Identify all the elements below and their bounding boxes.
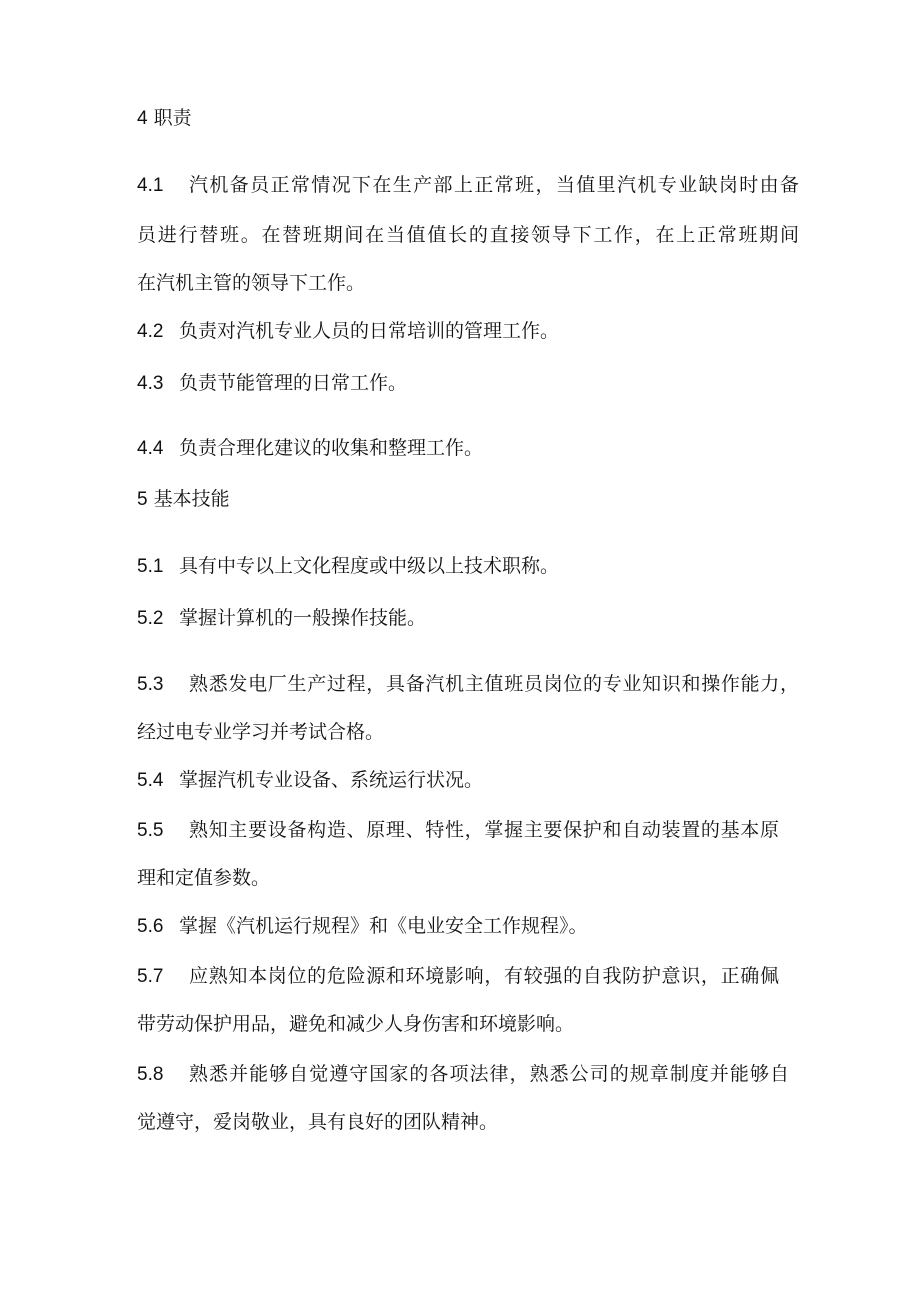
item-5-5-line-2 [137,866,270,890]
item-5-2 [137,606,426,631]
item-number: 5.4 [137,770,164,791]
item-4-1 [137,173,799,198]
section-number: 5 [137,489,148,510]
item-text-line: 汽机备员正常情况下在生产部上正常班，当值里汽机专业缺岗时由备 [189,174,799,196]
item-number: 5.2 [137,608,164,629]
item-text-line: 经过电专业学习并考试合格。 [137,721,385,743]
item-number: 4.3 [137,373,164,394]
item-text-line: 负责节能管理的日常工作。 [179,372,408,394]
item-text-line: 觉遵守，爱岗敬业，具有良好的团队精神。 [137,1111,499,1133]
item-4-4 [137,436,483,461]
item-5-5 [137,818,779,843]
item-number: 4.2 [137,321,164,342]
item-4-1-line-2 [137,223,799,247]
item-number: 5.3 [137,674,164,695]
item-text-line: 熟悉并能够自觉遵守国家的各项法律，熟悉公司的规章制度并能够自 [189,1063,789,1085]
item-4-2 [137,319,559,344]
item-number: 5.5 [137,820,164,841]
item-text-line: 理和定值参数。 [137,867,271,889]
item-text-line: 具有中专以上文化程度或中级以上技术职称。 [179,555,560,577]
item-4-1-line-3 [137,271,365,295]
item-5-6 [137,914,588,939]
section-heading-4 [137,106,192,131]
item-5-8 [137,1062,789,1087]
item-5-4 [137,768,483,793]
item-number: 5.7 [137,966,164,987]
item-text-line: 员进行替班。在替班期间在当值值长的直接领导下工作，在上正常班期间 [137,224,799,246]
item-number: 5.6 [137,916,164,937]
item-text-line: 带劳动保护用品，避免和减少人身伤害和环境影响。 [137,1013,575,1035]
item-5-3-line-2 [137,720,384,744]
item-number: 4.4 [137,438,164,459]
section-title: 基本技能 [153,488,230,510]
item-5-3 [137,672,799,697]
item-text-line: 熟悉发电厂生产过程，具备汽机主值班员岗位的专业知识和操作能力， [189,673,799,695]
item-number: 5.1 [137,556,164,577]
item-5-1 [137,554,559,579]
section-number: 4 [137,108,148,129]
item-number: 4.1 [137,175,164,196]
item-text-line: 掌握《汽机运行规程》和《电业安全工作规程》。 [179,915,588,937]
item-text-line: 掌握计算机的一般操作技能。 [179,607,427,629]
item-5-8-line-2 [137,1110,498,1134]
item-text-line: 掌握汽机专业设备、系统运行状况。 [179,769,484,791]
item-5-7-line-2 [137,1012,574,1036]
item-4-3 [137,371,407,396]
item-text-line: 负责合理化建议的收集和整理工作。 [179,437,484,459]
item-text-line: 在汽机主管的领导下工作。 [137,272,366,294]
item-5-7 [137,964,779,989]
section-title: 职责 [153,107,192,129]
item-text-line: 熟知主要设备构造、原理、特性，掌握主要保护和自动装置的基本原 [189,819,779,841]
item-text-line: 负责对汽机专业人员的日常培训的管理工作。 [179,320,560,342]
item-number: 5.8 [137,1064,164,1085]
item-text-line: 应熟知本岗位的危险源和环境影响，有较强的自我防护意识，正确佩 [189,965,779,987]
section-heading-5 [137,487,230,512]
